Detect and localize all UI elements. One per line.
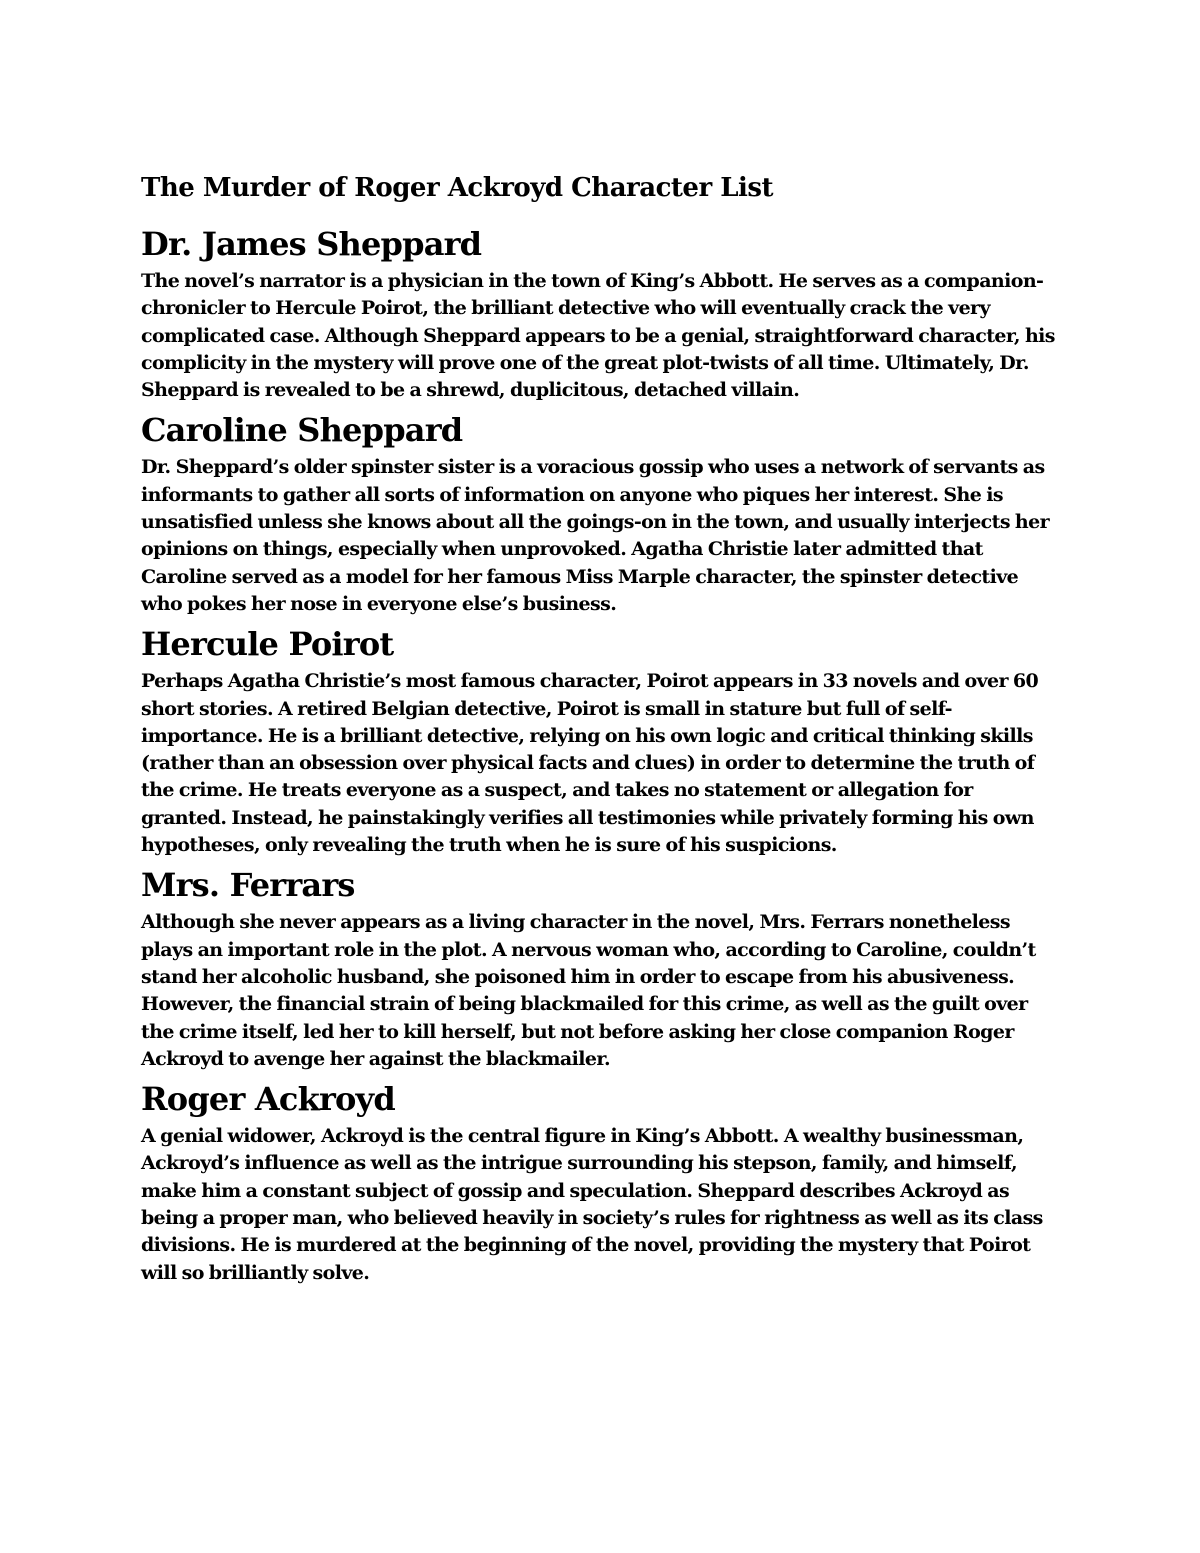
character-name: Mrs. Ferrars (141, 866, 355, 905)
character-name: Caroline Sheppard (141, 411, 463, 450)
character-name: Hercule Poirot (141, 625, 394, 664)
character-description: A genial widower, Ackroyd is the central figure in King’s Abbott. A wealthy businessman, Ackroyd’s influence as well as the intrigue surrounding his stepson, family, and himself, make him a constant subject of gossip and speculation. Sheppard describes Ackroyd as being a proper man, who believed heavily in society’s rules for rightness as well as its class divisions. He is murdered at the beginning of the novel, providing the mystery that Poirot will so brilliantly solve. (141, 1125, 1043, 1284)
character-section-caroline-sheppard (141, 408, 1061, 618)
character-section-roger-ackroyd (141, 1077, 1061, 1287)
character-name: Dr. James Sheppard (141, 225, 482, 263)
character-section-mrs-ferrars (141, 863, 1061, 1073)
document-page (141, 168, 1061, 1289)
character-description: The novel’s narrator is a physician in the town of King’s Abbott. He serves as a companion-chronicler to Hercule Poirot, the brilliant detective who will eventually crack the very complicated case. Although Sheppard appears to be a genial, straightforward character, his complicity in the mystery will prove one of the great plot-twists of all time. Ultimately, Dr. Sheppard is revealed to be a shrewd, duplicitous, detached villain. (141, 270, 1055, 402)
character-section-hercule-poirot (141, 622, 1061, 859)
character-description: Although she never appears as a living character in the novel, Mrs. Ferrars nonetheless plays an important role in the plot. A nervous woman who, according to Caroline, couldn’t stand her alcoholic husband, she poisoned him in order to escape from his abusiveness. However, the financial strain of being blackmailed for this crime, as well as the guilt over the crime itself, led her to kill herself, but not before asking her close companion Roger Ackroyd to avenge her against the blackmailer. (141, 911, 1036, 1070)
character-description: Perhaps Agatha Christie’s most famous character, Poirot appears in 33 novels and over 60 short stories. A retired Belgian detective, Poirot is small in stature but full of self-importance. He is a brilliant detective, relying on his own logic and critical thinking skills (rather than an obsession over physical facts and clues) in order to determine the truth of the crime. He treats everyone as a suspect, and takes no statement or allegation for granted. Instead, he painstakingly verifies all testimonies while privately forming his own hypotheses, only revealing the truth when he is sure of his suspicions. (141, 670, 1039, 857)
character-description: Dr. Sheppard’s older spinster sister is a voracious gossip who uses a network of servants as informants to gather all sorts of information on anyone who piques her interest. She is unsatisfied unless she knows about all the goings-on in the town, and usually interjects her opinions on things, especially when unprovoked. Agatha Christie later admitted that Caroline served as a model for her famous Miss Marple character, the spinster detective who pokes her nose in everyone else’s business. (141, 456, 1050, 615)
character-name: Roger Ackroyd (141, 1080, 395, 1119)
character-section-james-sheppard (141, 222, 1061, 404)
document-title: The Murder of Roger Ackroyd Character List (141, 173, 774, 203)
